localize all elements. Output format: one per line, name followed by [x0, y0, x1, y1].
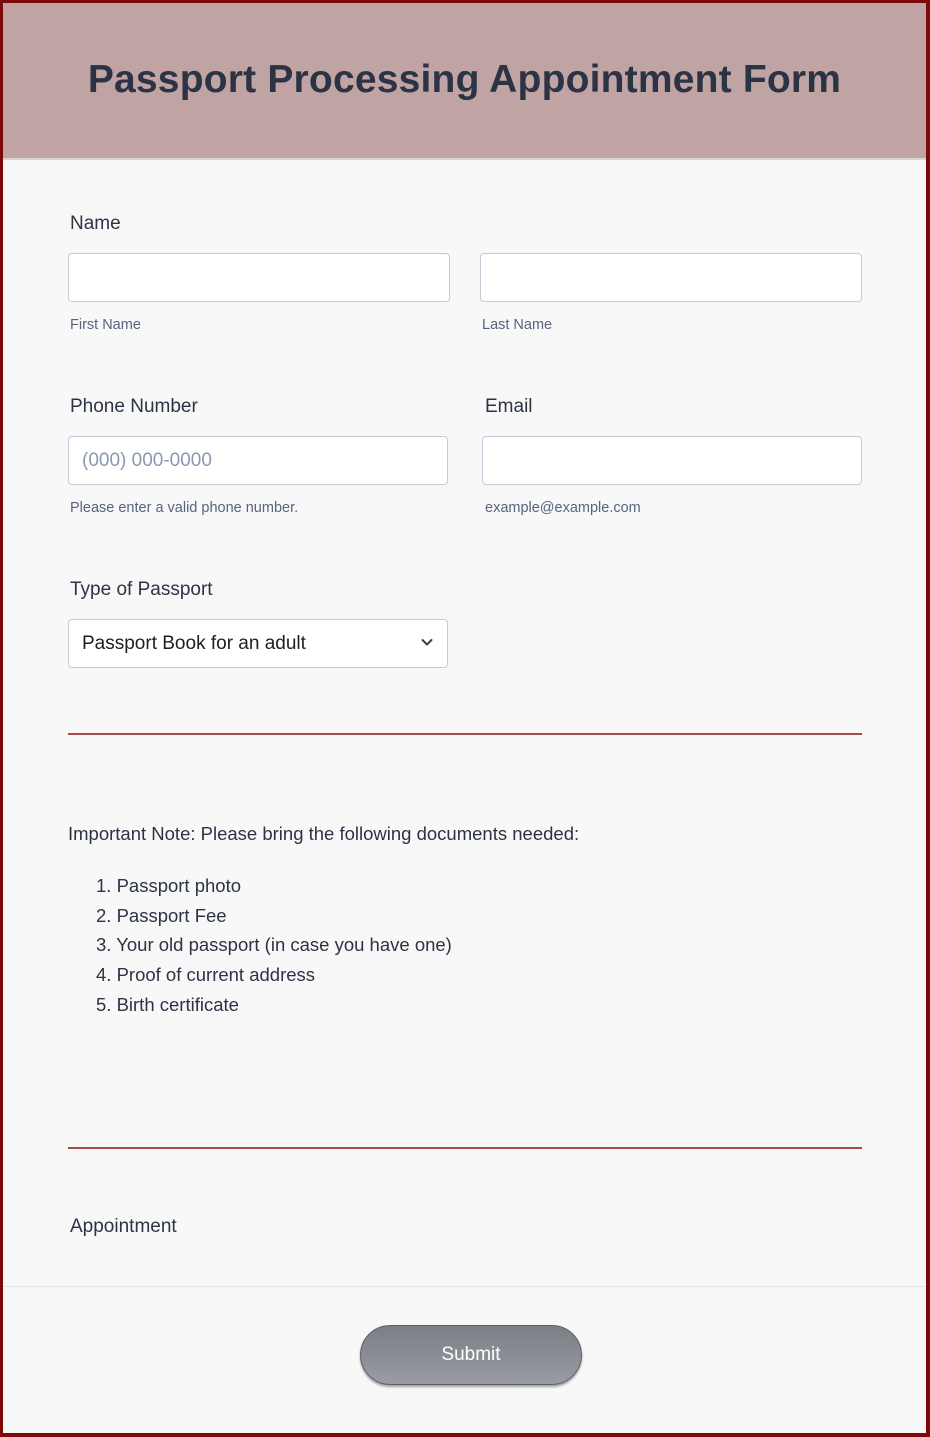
list-item: 3. Your old passport (in case you have one) [96, 934, 452, 956]
first-name-input[interactable] [68, 253, 450, 302]
list-item: 1. Passport photo [96, 875, 242, 896]
list-item: 4. Proof of current address [96, 964, 316, 986]
section-divider [68, 1147, 862, 1149]
list-item: 2. Passport Fee [96, 904, 227, 926]
phone-label: Phone Number [70, 396, 198, 417]
last-name-input[interactable] [480, 253, 862, 302]
phone-input[interactable] [68, 436, 448, 485]
important-note: Important Note: Please bring the following documents needed: [68, 823, 580, 844]
email-input[interactable] [482, 436, 862, 485]
passport-type-label: Type of Passport [70, 579, 213, 600]
name-label: Name [70, 213, 121, 234]
email-label: Email [485, 396, 533, 417]
page-title: Passport Processing Appointment Form [87, 57, 842, 101]
section-divider [68, 733, 862, 735]
list-item: 5. Birth certificate [96, 993, 239, 1015]
submit-button[interactable]: Submit [360, 1325, 582, 1385]
phone-sublabel: Please enter a valid phone number. [70, 500, 299, 516]
appointment-label: Appointment [70, 1216, 177, 1237]
documents-list [96, 871, 452, 1019]
first-name-sublabel: First Name [70, 317, 141, 333]
passport-type-select[interactable] [68, 619, 448, 668]
last-name-sublabel: Last Name [482, 317, 553, 333]
phone-placeholder: (000) 000-0000 [82, 449, 212, 471]
passport-type-selected: Passport Book for an adult [82, 632, 306, 654]
chevron-down-icon [419, 634, 435, 650]
email-sublabel: example@example.com [485, 500, 641, 516]
form-header [3, 3, 926, 160]
footer-divider [3, 1286, 926, 1287]
